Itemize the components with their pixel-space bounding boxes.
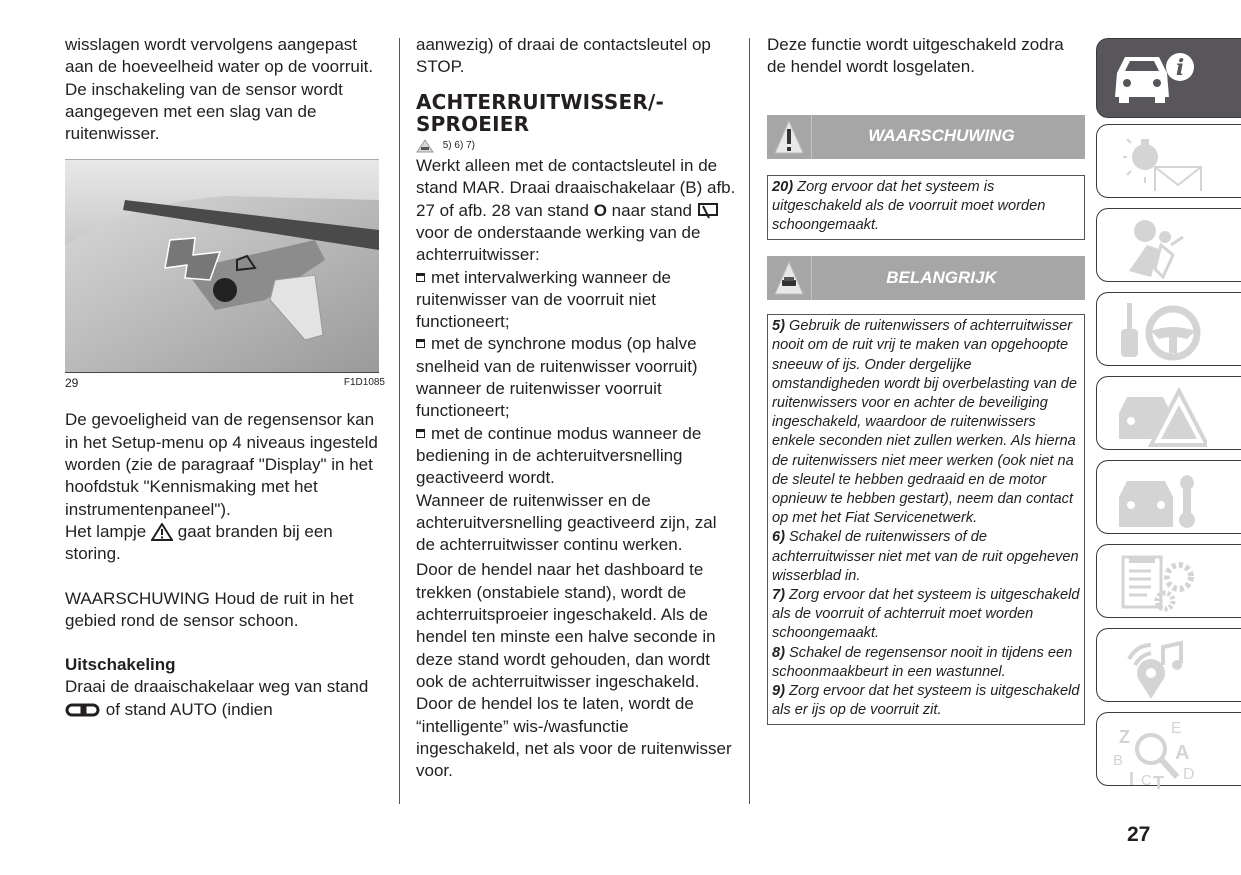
warning-title: WAARSCHUWING (868, 126, 1015, 146)
car-emergency-triangle-icon (1107, 383, 1207, 447)
text: of stand AUTO (indien (105, 699, 273, 719)
index-letter: C (1141, 772, 1152, 789)
paragraph (65, 676, 385, 721)
section-heading: Uitschakeling (65, 655, 176, 675)
text: Het lampje (65, 521, 147, 541)
note-number: 20) (772, 178, 794, 195)
figure-caption (65, 375, 385, 391)
index-letter: I (1129, 769, 1135, 789)
note-text: Schakel de ruitenwissers of de achterruitwisser niet met van de ruit opgeheven wisserblad in. (772, 529, 1079, 584)
rain-sensor-symbol-icon (65, 703, 101, 717)
bullet-text: met de continue modus wanneer de bediening in de achteruitversnelling geactiveerd wordt. (416, 423, 702, 488)
note-item (772, 317, 1080, 528)
tab-starting-driving[interactable] (1096, 292, 1241, 366)
bullet-text: met de synchrone modus (op halve snelheid van de ruitenwisser voorruit) wanneer de ruitenwisser voorruit functioneert; (416, 334, 698, 421)
note-number: 6) (772, 529, 785, 546)
alphabetical-index-search-icon (1107, 719, 1207, 789)
index-letter: A (1175, 742, 1190, 764)
paragraph: De gevoeligheid van de regensensor kan in het Setup-menu op 4 niveaus ingesteld worden (zie de paragraaf "Display" in het hoofdstuk "Kennismaking met het instrumentenpaneel"). (65, 410, 378, 519)
index-letter: Z (1119, 727, 1130, 747)
paragraph: aanwezig) of draai de contactsleutel op STOP. (416, 35, 711, 77)
note-text: Gebruik de ruitenwissers of achterruitwisser nooit om de ruit vrij te maken van opgehoopte sneeuw of ijs. Onder dergelijke omstandigheden wordt bij overbelasting van de ruitenwissers voor en achter de beveiliging ingeschakeld, waardoor de ruitenwissers enkele seconden niet zullen werken. Als hierna de ruitenwissers niet meer werken (ook niet na de sleutel te hebben gedraaid en de motor opnieuw te hebben gestart), neem dan contact op met het Fiat Servicenetwerk. (772, 318, 1078, 527)
tab-index[interactable] (1096, 712, 1241, 789)
figure-code: F1D1085 (343, 377, 385, 389)
bullet-item (416, 423, 736, 490)
note-item (772, 682, 1080, 720)
text: voor de onderstaande werking van de achterruitwisser: (416, 223, 701, 265)
note-item (772, 586, 1080, 644)
footnote-references: 5) 6) 7) (442, 140, 475, 152)
important-notes-box (767, 314, 1085, 725)
tab-emergency[interactable] (1096, 376, 1241, 450)
page-number: 27 (1127, 823, 1151, 846)
bullet-item (416, 333, 736, 422)
note-item (772, 644, 1080, 682)
warning-exclamation-icon (767, 115, 812, 159)
note-number: 8) (772, 644, 785, 661)
column-divider (399, 38, 400, 804)
note-number: 9) (772, 683, 785, 700)
paragraph: Door de hendel naar het dashboard te trekken (onstabiele stand), wordt de achterruitsproeier ingeschakeld. Als de hendel ten minste een halve seconde in deze stand wordt gehouden, dan wordt ook de achterruitwisser ingeschakeld. Door de hendel los te laten, wordt de “intelligente” wis-/wasfunctie ingeschakeld, net als voor de ruitenwisser voor. (416, 560, 732, 781)
text: Werkt alleen met de contactsleutel in de stand MAR. Draai draaischakelaar (B) afb. 27 of afb. 28 van stand (416, 156, 736, 220)
paragraph: De inschakeling van de sensor wordt aangegeven met een slag van de ruitenwisser. (65, 79, 343, 144)
heading-line: SPROEIER (416, 111, 530, 136)
column-divider (749, 38, 750, 804)
tab-technical-data[interactable] (1096, 544, 1241, 618)
bullet-icon (416, 339, 425, 348)
multimedia-music-icon (1107, 635, 1207, 699)
note-number: 7) (772, 587, 785, 604)
rain-sensor-illustration (65, 160, 379, 372)
index-letter: D (1183, 766, 1195, 783)
position-o-symbol: O (593, 200, 607, 220)
technical-data-gears-icon (1107, 551, 1207, 615)
car-maintenance-wrench-icon (1107, 467, 1207, 531)
figure-number: 29 (65, 376, 79, 391)
paragraph: Deze functie wordt uitgeschakeld zodra de hendel wordt losgelaten. (767, 35, 1064, 77)
note-text: Schakel de regensensor nooit in tijdens een schoonmaakbeurt in een wastunnel. (772, 644, 1073, 680)
tab-car-info[interactable] (1096, 38, 1241, 118)
heading-line: ACHTERRUITWISSER/- (416, 89, 665, 114)
section-heading (416, 91, 736, 135)
bullet-icon (416, 429, 425, 438)
svg-text:i: i (1175, 55, 1185, 81)
column-3 (767, 34, 1085, 725)
important-car-icon (416, 139, 434, 153)
paragraph (416, 155, 736, 266)
text: naar stand (611, 200, 693, 220)
warning-notes-box (767, 175, 1085, 241)
rear-wiper-symbol-icon (697, 202, 719, 220)
column-2 (416, 34, 736, 782)
note-text: Zorg ervoor dat het systeem is uitgeschakeld als de voorruit moet worden schoongemaakt. (772, 178, 1046, 233)
text: Draai de draaischakelaar weg van stand (65, 677, 369, 697)
figure-rain-sensor (65, 159, 379, 373)
tab-maintenance[interactable] (1096, 460, 1241, 534)
bullet-icon (416, 273, 425, 282)
tab-warning-lights[interactable] (1096, 124, 1241, 198)
car-info-icon (1107, 45, 1197, 111)
paragraph: WAARSCHUWING Houd de ruit in het gebied rond de sensor schoon. (65, 588, 354, 630)
reference-line (416, 137, 736, 156)
paragraph: Wanneer de ruitenwisser en de achteruitversnelling geactiveerd zijn, zal de achterruitwisser continu werken. (416, 490, 717, 555)
important-car-icon (767, 256, 812, 300)
note-number: 5) (772, 318, 785, 335)
tab-safety[interactable] (1096, 208, 1241, 282)
text: gaat branden bij een storing. (65, 521, 333, 564)
bullet-item (416, 267, 736, 334)
note-item (772, 178, 1080, 236)
key-steering-wheel-icon (1107, 299, 1207, 363)
index-letter: E (1171, 720, 1182, 737)
column-1 (65, 34, 385, 721)
paragraph (65, 521, 385, 566)
important-banner (767, 256, 1085, 300)
index-letter: T (1153, 773, 1164, 789)
paragraph: wisslagen wordt vervolgens aangepast aan de hoeveelheid water op de voorruit. (65, 35, 374, 77)
airbag-seatbelt-icon (1107, 215, 1197, 279)
note-item (772, 528, 1080, 586)
important-title: BELANGRIJK (886, 268, 997, 288)
warning-triangle-icon (151, 523, 173, 541)
note-text: Zorg ervoor dat het systeem is uitgeschakeld als de voorruit of achterruit moet worden schoongemaakt. (772, 587, 1080, 642)
warning-banner (767, 115, 1085, 159)
tab-multimedia[interactable] (1096, 628, 1241, 702)
warning-light-message-icon (1107, 131, 1207, 191)
index-letter: B (1113, 752, 1124, 769)
bullet-text: met intervalwerking wanneer de ruitenwisser van de voorruit niet functioneert; (416, 267, 672, 332)
note-text: Zorg ervoor dat het systeem is uitgeschakeld als er ijs op de voorruit zit. (772, 683, 1080, 719)
